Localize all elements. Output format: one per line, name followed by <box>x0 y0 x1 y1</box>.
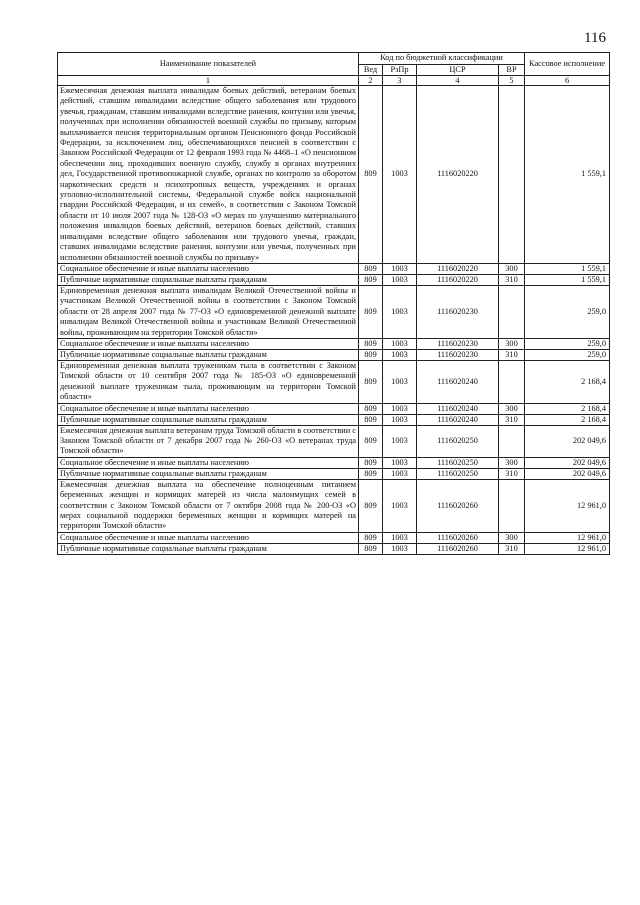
table-row <box>58 263 610 274</box>
col-number: 6 <box>525 76 610 86</box>
row-csr: 1116020260 <box>417 479 499 532</box>
row-vr: 310 <box>499 274 525 285</box>
row-name: Социальное обеспечение и иные выплаты населению <box>58 338 359 349</box>
row-rzpr: 1003 <box>383 425 417 457</box>
header-vr: ВР <box>499 64 525 76</box>
page-number: 116 <box>584 30 606 46</box>
col-number: 3 <box>383 76 417 86</box>
row-vr: 310 <box>499 468 525 479</box>
row-ved: 809 <box>359 457 383 468</box>
table-row <box>58 86 610 264</box>
row-sum: 202 049,6 <box>525 457 610 468</box>
row-rzpr: 1003 <box>383 479 417 532</box>
row-sum: 2 168,4 <box>525 360 610 403</box>
row-vr: 300 <box>499 338 525 349</box>
table-row <box>58 532 610 543</box>
row-vr <box>499 425 525 457</box>
table-row <box>58 479 610 532</box>
row-sum: 202 049,6 <box>525 468 610 479</box>
row-sum: 12 961,0 <box>525 543 610 554</box>
row-vr <box>499 86 525 264</box>
row-csr: 1116020250 <box>417 425 499 457</box>
row-vr <box>499 285 525 338</box>
row-csr: 1116020220 <box>417 263 499 274</box>
table-row <box>58 403 610 414</box>
row-sum: 202 049,6 <box>525 425 610 457</box>
row-sum: 12 961,0 <box>525 532 610 543</box>
table-row <box>58 274 610 285</box>
row-vr: 310 <box>499 414 525 425</box>
row-ved: 809 <box>359 338 383 349</box>
row-name: Публичные нормативные социальные выплаты гражданам <box>58 349 359 360</box>
row-rzpr: 1003 <box>383 338 417 349</box>
row-csr: 1116020240 <box>417 403 499 414</box>
row-ved: 809 <box>359 403 383 414</box>
row-rzpr: 1003 <box>383 532 417 543</box>
row-csr: 1116020240 <box>417 414 499 425</box>
table-row <box>58 285 610 338</box>
row-ved: 809 <box>359 86 383 264</box>
row-rzpr: 1003 <box>383 360 417 403</box>
row-rzpr: 1003 <box>383 274 417 285</box>
row-ved: 809 <box>359 425 383 457</box>
table-row <box>58 414 610 425</box>
row-csr: 1116020260 <box>417 532 499 543</box>
row-rzpr: 1003 <box>383 86 417 264</box>
row-name: Публичные нормативные социальные выплаты гражданам <box>58 468 359 479</box>
row-name: Ежемесячная денежная выплата на обеспечение полноценным питанием беременных женщин и кормящих матерей из числа малоимущих семей в соответствии с Законом Томской области от 7 октября 2008 года № 200-ОЗ «О мерах социальной поддержки беременных женщин и кормящих матерей на территории Томской области» <box>58 479 359 532</box>
row-ved: 809 <box>359 285 383 338</box>
row-name: Единовременная денежная выплата труженикам тыла в соответствии с Законом Томской области от 10 сентября 2007 года № 185-ОЗ «О единовременной денежной выплате труженикам тыла, проживающим на территории Томской области» <box>58 360 359 403</box>
table-row <box>58 338 610 349</box>
row-name: Публичные нормативные социальные выплаты гражданам <box>58 274 359 285</box>
row-vr: 300 <box>499 263 525 274</box>
header-cash-execution: Кассовое исполнение <box>525 53 610 76</box>
header-rzpr: РзПр <box>383 64 417 76</box>
header-name: Наименование показателей <box>58 53 359 76</box>
table-row <box>58 425 610 457</box>
row-ved: 809 <box>359 263 383 274</box>
row-name: Социальное обеспечение и иные выплаты населению <box>58 532 359 543</box>
row-name: Социальное обеспечение и иные выплаты населению <box>58 403 359 414</box>
row-rzpr: 1003 <box>383 285 417 338</box>
row-csr: 1116020250 <box>417 468 499 479</box>
row-ved: 809 <box>359 468 383 479</box>
row-csr: 1116020230 <box>417 338 499 349</box>
table-row <box>58 468 610 479</box>
col-number: 5 <box>499 76 525 86</box>
row-vr: 300 <box>499 403 525 414</box>
table-row <box>58 457 610 468</box>
row-ved: 809 <box>359 479 383 532</box>
row-sum: 1 559,1 <box>525 263 610 274</box>
row-rzpr: 1003 <box>383 263 417 274</box>
row-name: Ежемесячная денежная выплата инвалидам боевых действий, ветеранам боевых действий, ставшим инвалидами вследствие общего заболевания или трудового увечья, гражданам, ставшим инвалидами вследствие ранения, контузии или увечья, полученных при исполнении обязанностей военной службы по призыву, которым выплачивается пенсия территориальным органом Пенсионного фонда Российской Федерации, за исключением лиц, обеспечивающихся пенсией в соответствии с Законом Российской Федерации от 12 февраля 1993 года № 4468–1 «О пенсионном обеспечении лиц, проходивших военную службу, службу в органах внутренних дел, Государственной противопожарной службе, органах по контролю за оборотом наркотических средств и психотропных веществ, учреждениях и органах уголовно-исполнительной системы, Федеральной службе войск национальной гвардии Российской Федерации, и их семей», в соответствии с Законом Томской области от 10 июля 2007 года № 128-ОЗ «О мерах по улучшению материального положения инвалидов боевых действий, ветеранов боевых действий, ставших инвалидами вследствие общего заболевания или трудового увечья, граждан, ставших инвалидами вследствие ранения, контузии или увечья, полученных при исполнении обязанностей военной службы по призыву» <box>58 86 359 264</box>
row-ved: 809 <box>359 349 383 360</box>
row-ved: 809 <box>359 532 383 543</box>
row-ved: 809 <box>359 274 383 285</box>
row-rzpr: 1003 <box>383 543 417 554</box>
row-sum: 2 168,4 <box>525 414 610 425</box>
row-sum: 259,0 <box>525 349 610 360</box>
row-csr: 1116020220 <box>417 274 499 285</box>
row-sum: 12 961,0 <box>525 479 610 532</box>
row-name: Социальное обеспечение и иные выплаты населению <box>58 263 359 274</box>
row-sum: 1 559,1 <box>525 86 610 264</box>
budget-table <box>57 52 610 555</box>
row-sum: 2 168,4 <box>525 403 610 414</box>
row-vr: 300 <box>499 457 525 468</box>
row-sum: 259,0 <box>525 338 610 349</box>
row-csr: 1116020260 <box>417 543 499 554</box>
row-vr: 310 <box>499 543 525 554</box>
header-csr: ЦСР <box>417 64 499 76</box>
row-rzpr: 1003 <box>383 414 417 425</box>
row-name: Публичные нормативные социальные выплаты гражданам <box>58 543 359 554</box>
row-vr <box>499 479 525 532</box>
table-row <box>58 349 610 360</box>
row-csr: 1116020230 <box>417 349 499 360</box>
row-rzpr: 1003 <box>383 403 417 414</box>
row-csr: 1116020220 <box>417 86 499 264</box>
row-ved: 809 <box>359 360 383 403</box>
row-vr: 300 <box>499 532 525 543</box>
row-ved: 809 <box>359 414 383 425</box>
row-sum: 259,0 <box>525 285 610 338</box>
row-vr <box>499 360 525 403</box>
row-sum: 1 559,1 <box>525 274 610 285</box>
col-number: 4 <box>417 76 499 86</box>
col-number: 2 <box>359 76 383 86</box>
row-name: Социальное обеспечение и иные выплаты населению <box>58 457 359 468</box>
row-csr: 1116020230 <box>417 285 499 338</box>
row-csr: 1116020250 <box>417 457 499 468</box>
row-name: Единовременная денежная выплата инвалидам Великой Отечественной войны и участникам Великой Отечественной войны в соответствии с Законом Томской области от 28 апреля 2007 года № 77-ОЗ «О единовременной денежной выплате инвалидам Великой Отечественной войны и участникам Великой Отечественной войны, проживающим на территории Томской области» <box>58 285 359 338</box>
col-number: 1 <box>58 76 359 86</box>
row-rzpr: 1003 <box>383 457 417 468</box>
row-ved: 809 <box>359 543 383 554</box>
table-row <box>58 360 610 403</box>
table-row <box>58 543 610 554</box>
row-name: Ежемесячная денежная выплата ветеранам труда Томской области в соответствии с Законом Томской области от 7 декабря 2007 года № 260-ОЗ «О ветеранах труда Томской области» <box>58 425 359 457</box>
row-name: Публичные нормативные социальные выплаты гражданам <box>58 414 359 425</box>
header-ved: Вед <box>359 64 383 76</box>
header-budget-code: Код по бюджетной классификации <box>359 53 525 65</box>
row-vr: 310 <box>499 349 525 360</box>
row-rzpr: 1003 <box>383 468 417 479</box>
row-csr: 1116020240 <box>417 360 499 403</box>
row-rzpr: 1003 <box>383 349 417 360</box>
